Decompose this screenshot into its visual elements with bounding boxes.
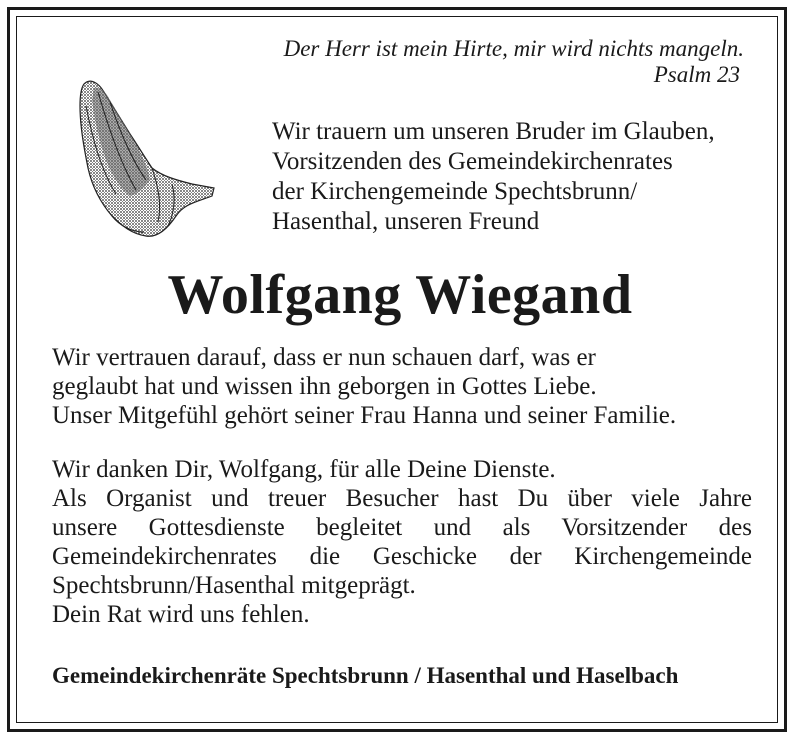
condolence-paragraph [52, 343, 752, 430]
bible-verse [284, 36, 744, 88]
paragraph-line: Wir danken Dir, Wolfgang, für alle Deine Dienste. [52, 456, 556, 483]
deceased-name: Wolfgang Wiegand [167, 264, 633, 326]
verse-source: Psalm 23 [653, 62, 740, 87]
signature: Gemeindekirchenräte Spechtsbrunn / Hasenthal und Haselbach [52, 663, 679, 688]
paragraph-line: Spechtsbrunn/Hasenthal mitgeprägt. [52, 572, 416, 599]
intro-line: der Kirchengemeinde Spechtsbrunn/ [272, 178, 638, 205]
intro-line: Hasenthal, unseren Freund [272, 208, 540, 235]
paragraph-line: Als Organist und treuer Besucher hast Du über viele Jahre [52, 485, 752, 512]
intro-text [272, 117, 715, 237]
paragraph-line: Wir vertrauen darauf, dass er nun schauen darf, was er [52, 344, 596, 371]
paragraph-line: unsere Gottesdienste begleitet und als Vorsitzender des [52, 514, 752, 541]
paragraph-line: Gemeindekirchenrates die Geschicke der Kirchengemeinde [52, 543, 752, 570]
paragraph-line: geglaubt hat und wissen ihn geborgen in Gottes Liebe. [52, 373, 597, 400]
paragraph-line: Unser Mitgefühl gehört seiner Frau Hanna und seiner Familie. [52, 402, 677, 429]
intro-line: Vorsitzenden des Gemeindekirchenrates [272, 148, 673, 175]
verse-text: Der Herr ist mein Hirte, mir wird nichts mangeln. [283, 36, 744, 61]
intro-line: Wir trauern um unseren Bruder im Glauben, [272, 118, 715, 145]
praying-hands-icon [72, 76, 222, 246]
paragraph-line: Dein Rat wird uns fehlen. [52, 601, 310, 628]
tribute-paragraph [52, 455, 752, 629]
